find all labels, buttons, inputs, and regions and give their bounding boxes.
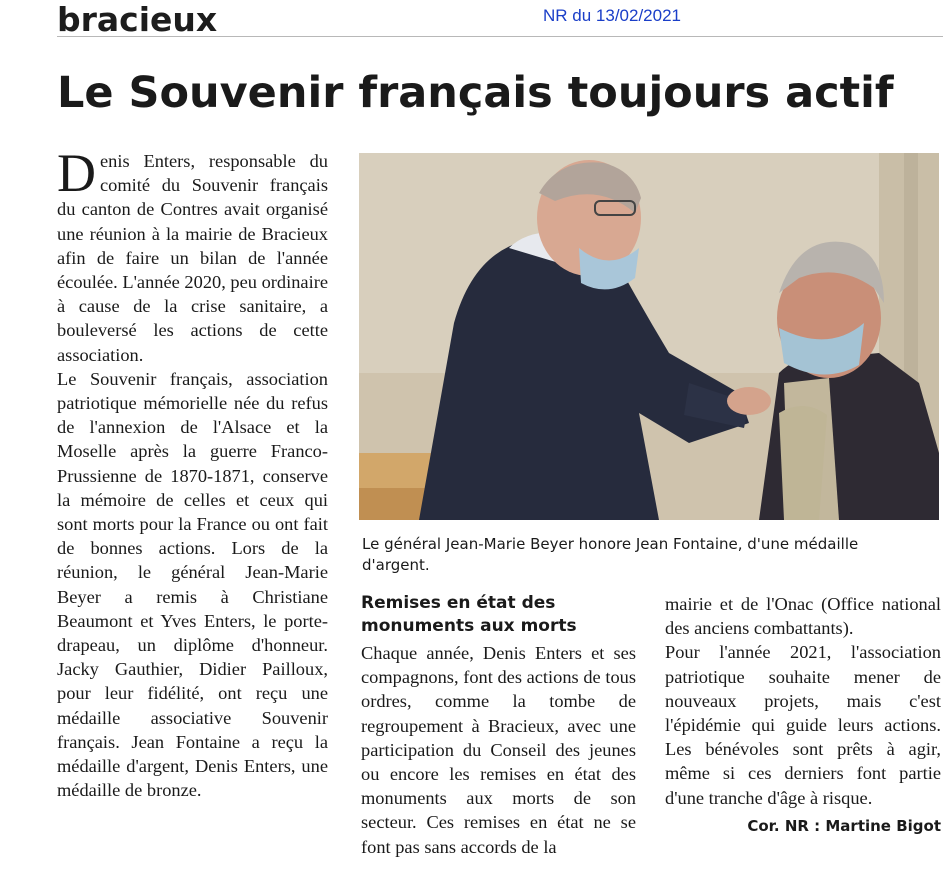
body-paragraph: Chaque année, Denis Enters et ses compagnons, font des actions de tous ordres, comme la tombe de regroupement à Bracieux, avec une participation du Conseil des jeunes ou encore les remises en état des monuments aux morts de son secteur. Ces remises en état ne se font pas sans accords de la: [361, 643, 636, 857]
body-paragraph: Le Souvenir français, association patriotique mémorielle née du refus de l'annexion de l'Alsace et la Moselle après la guerre Franco-Prussienne de 1870-1871, conserve la mémoire de celles et ceux qui sont morts pour la France ou ont fait de bonnes actions. Lors de la réunion, le général Jean-Marie Beyer a remis à Christiane Beaumont et Yves Enters, le porte-drapeau, un diplôme d'honneur. Jacky Gauthier, Didier Pailloux, pour leur fidélité, ont reçu une médaille associative Souvenir français. Jean Fontaine a reçu la médaille d'argent, Denis Enters, une médaille de bronze.: [57, 368, 328, 801]
section-subheading: Remises en état des monuments aux morts: [361, 593, 577, 636]
article-headline: Le Souvenir français toujours actif: [57, 68, 894, 118]
article-column-2: [361, 592, 636, 859]
article-photo: [359, 153, 939, 520]
header-rule: [57, 36, 943, 37]
photo-illustration: [359, 153, 939, 520]
section-title: bracieux: [57, 0, 218, 39]
lead-paragraph-text: enis Enters, responsable du comité du Souvenir français du canton de Contres avait organisé une réunion à la mairie de Bracieux afin de faire un bilan de l'année écoulée. L'année 2020, peu ordinaire à cause de la crise sanitaire, a bouleversé les actions de cette association.: [57, 151, 328, 365]
article-column-3: [665, 592, 941, 838]
edition-date: NR du 13/02/2021: [543, 6, 681, 25]
photo-caption: Le général Jean-Marie Beyer honore Jean Fontaine, d'une médaille d'argent.: [362, 535, 859, 574]
lead-paragraph: [57, 143, 328, 367]
author-signature: Cor. NR : Martine Bigot: [747, 816, 941, 835]
body-paragraph: Pour l'année 2021, l'association patriotique souhaite mener de nouveaux projets, mais c'est l'épidémie qui guide leurs actions. Les bénévoles sont prêts à agir, même si ces derniers font partie d'une tranche d'âge à risque.: [665, 642, 941, 808]
drop-cap: D: [57, 143, 96, 203]
body-paragraph: mairie et de l'Onac (Office national des anciens combattants).: [665, 594, 941, 639]
article-column-1: [57, 143, 328, 802]
